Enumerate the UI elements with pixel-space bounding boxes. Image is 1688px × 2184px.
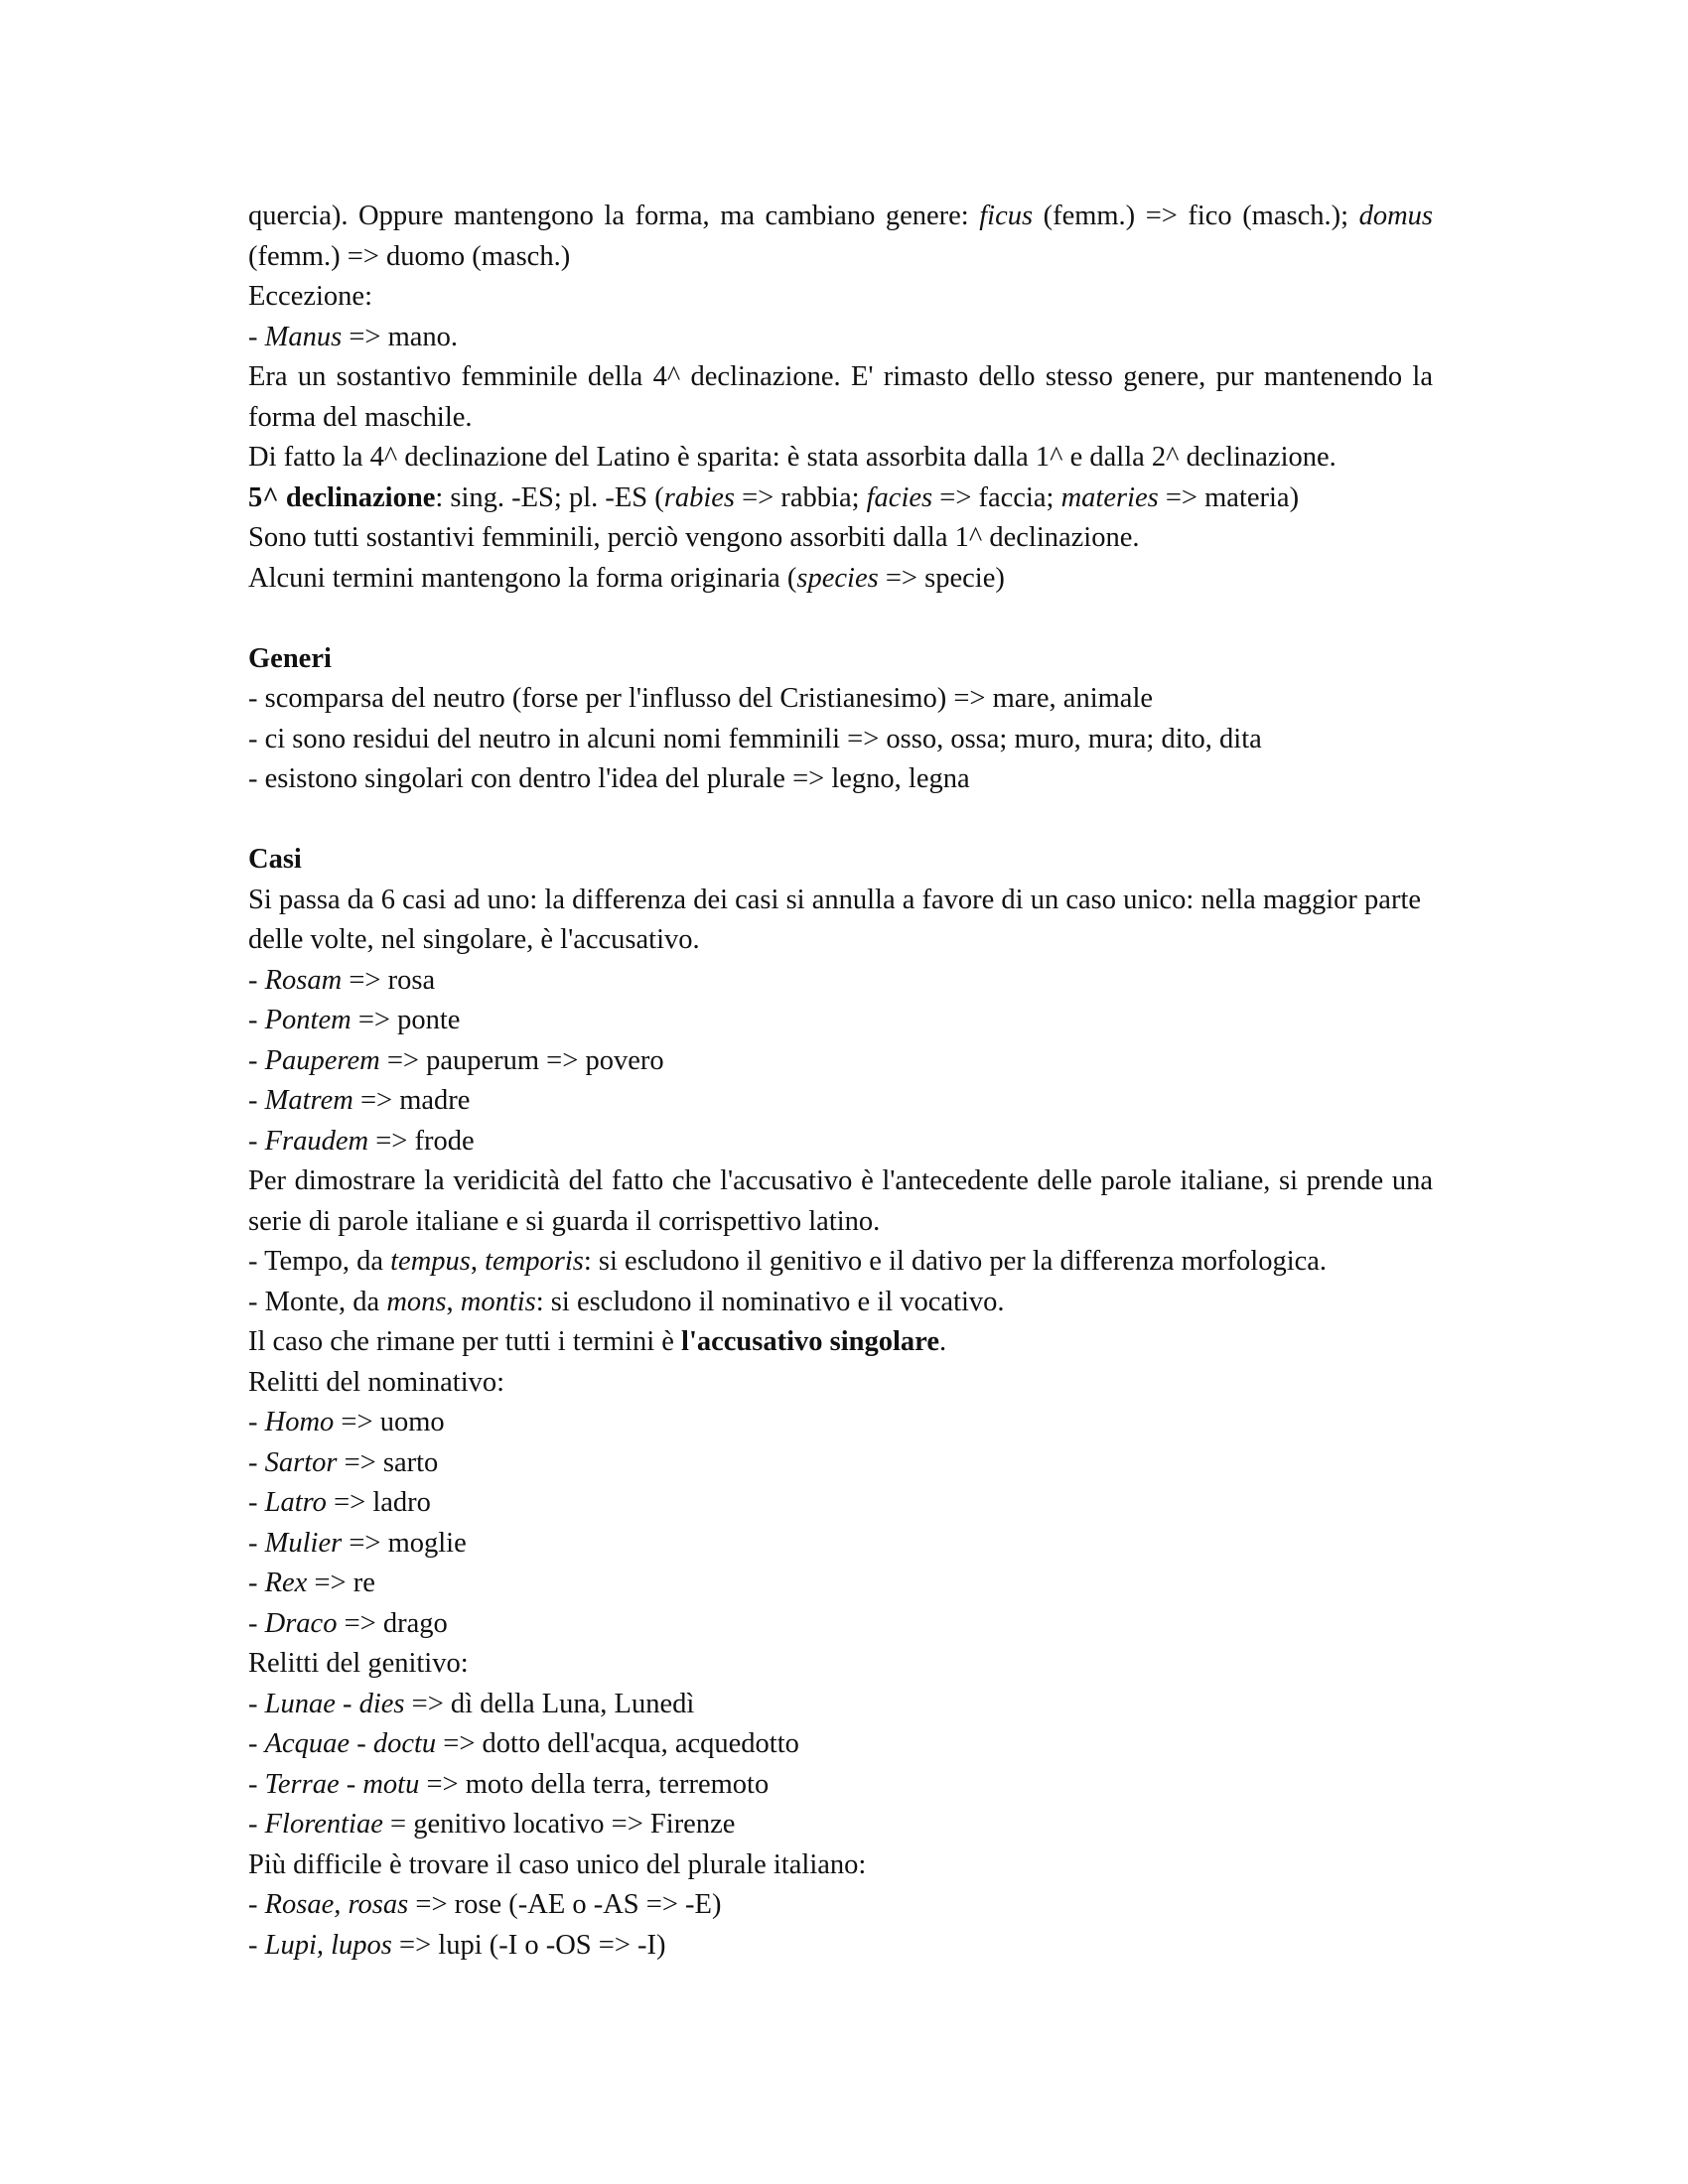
acc-example: - Pauperem => pauperum => povero (248, 1044, 664, 1076)
gen-example: - Acquae - doctu => dotto dell'acqua, acquedotto (248, 1728, 799, 1759)
gen-example: - Florentiae = genitivo locativo => Firenze (248, 1809, 736, 1840)
tempo-line: - Tempo, da tempus, temporis: si escludono il genitivo e il dativo per la differenza morfologica. (248, 1246, 1328, 1277)
nom-example: - Draco => drago (248, 1607, 448, 1639)
di-fatto-line: Di fatto la 4^ declinazione del Latino è sparita: è stata assorbita dalla 1^ e dalla 2^ declinazione. (248, 442, 1336, 473)
acc-example: - Fraudem => frode (248, 1125, 475, 1157)
casi-intro: Si passa da 6 casi ad uno: la differenza dei casi si annulla a favore di un caso unico: nella maggior parte delle volte, nel singolare, è l'accusativo. (248, 884, 1422, 955)
monte-line: - Monte, da mons, montis: si escludono il nominativo e il vocativo. (248, 1286, 1005, 1317)
generi-item: - scomparsa del neutro (forse per l'influsso del Cristianesimo) => mare, animale (248, 683, 1154, 714)
relitti-nominativo-label: Relitti del nominativo: (248, 1366, 505, 1398)
acc-example: - Pontem => ponte (248, 1005, 461, 1035)
acc-example: - Rosam => rosa (248, 964, 436, 996)
nom-example: - Sartor => sarto (248, 1446, 439, 1478)
nom-example: - Homo => uomo (248, 1407, 445, 1437)
nom-example: - Latro => ladro (248, 1487, 431, 1518)
era-paragraph: Era un sostantivo femminile della 4^ declinazione. E' rimasto dello stesso genere, pur mantenendo la forma del maschile. (248, 361, 1433, 433)
per-dimostrare-paragraph: Per dimostrare la veridicità del fatto che l'accusativo è l'antecedente delle parole italiane, si prende una serie di parole italiane e si guarda il corrispettivo latino. (248, 1165, 1433, 1237)
generi-item: - ci sono residui del neutro in alcuni nomi femminili => osso, ossa; muro, mura; dito, dita (248, 723, 1262, 754)
casi-heading: Casi (248, 844, 302, 875)
generi-heading: Generi (248, 642, 332, 674)
manus-example: - Manus => mano. (248, 321, 459, 352)
plurale-line: Più difficile è trovare il caso unico del plurale italiano: (248, 1848, 867, 1880)
plur-example: - Lupi, lupos => lupi (-I o -OS => -I) (248, 1929, 666, 1961)
eccezione-label: Eccezione: (248, 281, 372, 312)
nom-example: - Rex => re (248, 1568, 375, 1598)
sono-line: Sono tutti sostantivi femminili, perciò vengono assorbiti dalla 1^ declinazione. (248, 522, 1140, 553)
alcuni-line: Alcuni termini mantengono la forma originaria (species => specie) (248, 562, 1005, 594)
gen-example: - Terrae - motu => moto della terra, terremoto (248, 1768, 770, 1800)
gen-example: - Lunae - dies => dì della Luna, Lunedì (248, 1688, 695, 1719)
relitti-genitivo-label: Relitti del genitivo: (248, 1648, 469, 1679)
nom-example: - Mulier => moglie (248, 1527, 467, 1559)
intro-paragraph-1: quercia). Oppure mantengono la forma, ma cambiano genere: ficus (femm.) => fico (masch.); domus (femm.) => duomo (masch.) (248, 201, 1433, 272)
generi-item: - esistono singolari con dentro l'idea del plurale => legno, legna (248, 763, 970, 794)
acc-example: - Matrem => madre (248, 1085, 471, 1116)
caso-line: Il caso che rimane per tutti i termini è l'accusativo singolare. (248, 1326, 947, 1357)
quinta-declinazione-line: 5^ declinazione: sing. -ES; pl. -ES (rabies => rabbia; facies => faccia; materies => materia) (248, 481, 1300, 513)
plur-example: - Rosae, rosas => rose (-AE o -AS => -E) (248, 1889, 722, 1920)
